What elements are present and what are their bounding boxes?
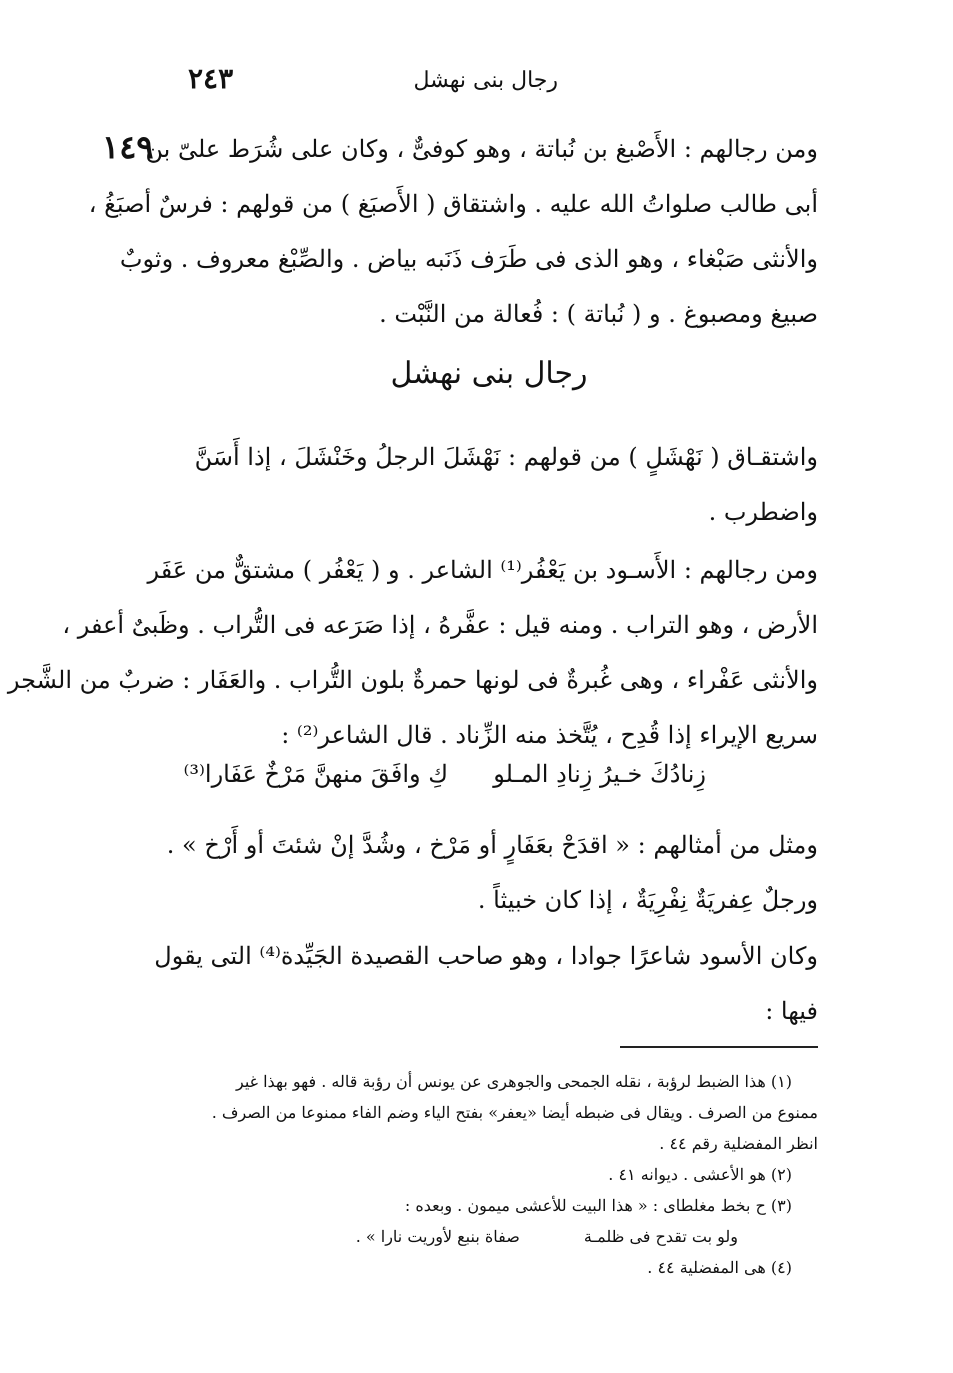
text-line: والأنثى صَبْغاء ، وهو الذى فى طَرَف ذَنَبه بياض . والصِّبْغ معروف . وثوبٌ <box>119 245 818 273</box>
text-line: ورجلٌ عِفريَةٌ نِفْرِيَةٌ ، إذا كان خبيثاً . <box>477 886 818 914</box>
footnote-4: (٤) هى المفضلية ٤٤ . <box>647 1258 792 1277</box>
footnote-verse-hemistich-1: ولو بت تقدح فى ظلمـة <box>583 1227 738 1246</box>
text-line: والأنثى عَفْراء ، وهى غُبرةٌ فى لونها حمرةٌ بلون التُّراب . والعَفَار : ضربٌ من الشَّجر <box>7 666 818 694</box>
footnote-1: (١) هذا الضبط لرؤبة ، نقله الجمحى والجوهرى عن يونس أن رؤبة قاله . فهو بهذا غير <box>235 1072 792 1091</box>
footnote-divider <box>620 1046 818 1048</box>
text-line: وكان الأسود شاعرًا جوادا ، وهو صاحب القصيدة الجَيِّدة⁽⁴⁾ التى يقول <box>154 942 818 970</box>
text-line: ومن رجالهم : الأَصْبغ بن نُباتة ، وهو كوفىٌّ ، وكان على شُرَط علىّ بن <box>145 135 818 163</box>
verse-hemistich-1: زِنادُكَ خـيرُ زِنادِ المـلو <box>493 760 706 788</box>
text-line: واشتقـاق ( نَهْشَلٍ ) من قولهم : نَهْشَلَ الرجلُ وخَنْشَلَ ، إذا أَسَنَّ <box>194 443 818 471</box>
footnote-1-continued: انظر المفضلية رقم ٤٤ . <box>659 1134 818 1153</box>
text-line: الأرض ، وهو التراب . ومنه قيل : عفَّرهُ ، إذا صَرَعه فى التُّراب . وظَبىٌ أعفر ، <box>62 611 818 639</box>
footnote-2: (٢) هو الأعشى . ديوانه ٤١ . <box>608 1165 792 1184</box>
text-line: ومثل من أمثالهم : « اقدَحْ بعَفَارٍ أو مَرْخ ، وشُدَّ إنْ شئتَ أو أَرْخ » . <box>166 831 818 859</box>
text-line: سريع الإيراء إذا قُدِح ، يُتَّخذ منه الزِّناد . قال الشاعر⁽²⁾ : <box>281 721 818 749</box>
text-line: أبى طالب صلواتُ الله عليه . واشتقاق ( الأَصبَغ ) من قولهم : فرسٌ أصبَغُ ، <box>88 190 818 218</box>
poetry-verse <box>160 752 818 804</box>
section-heading: رجال بنى نهشل <box>390 356 588 391</box>
footnote-verse-hemistich-2: صفاة بنبع لأوريت نارا » . <box>355 1227 520 1246</box>
paragraph-poet <box>154 929 818 1039</box>
footnote-3: (٣) ح بخط مغلطاى : « هذا البيت للأعشى ميمون . وبعده : <box>404 1196 792 1215</box>
verse-hemistich-2: كِ وافَقَ منهنَّ مَرْخٌ عَفَارا⁽³⁾ <box>183 760 448 788</box>
page-number: ٢٤٣ <box>188 62 234 95</box>
text-line: فيها : <box>765 997 818 1025</box>
footnote-1-continued: ممنوع من الصرف . ويقال فى ضبطه أيضا «يعفر» بفتح الياء وضم الفاء ممنوعا من الصرف . <box>211 1103 818 1122</box>
footnote-3-verse <box>160 1221 818 1252</box>
paragraph-nahshal <box>160 430 818 540</box>
running-title: رجال بنى نهشل <box>413 68 558 93</box>
footnotes <box>160 1066 818 1283</box>
paragraph-aswad <box>7 543 818 763</box>
text-line: صبيغ ومصبوغ . و ( نُباتة ) : فُعالة من النَّبْت . <box>379 300 818 328</box>
entry-number: ١٤٩ <box>102 128 154 166</box>
text-line: واضطرب . <box>708 498 818 526</box>
page-header <box>160 62 818 106</box>
text-line: ومن رجالهم : الأَسـود بن يَعْفُر⁽¹⁾ الشاعر . و ( يَعْفُر ) مشتقٌّ من عَفَر <box>147 556 818 584</box>
paragraph-proverb <box>160 818 818 928</box>
